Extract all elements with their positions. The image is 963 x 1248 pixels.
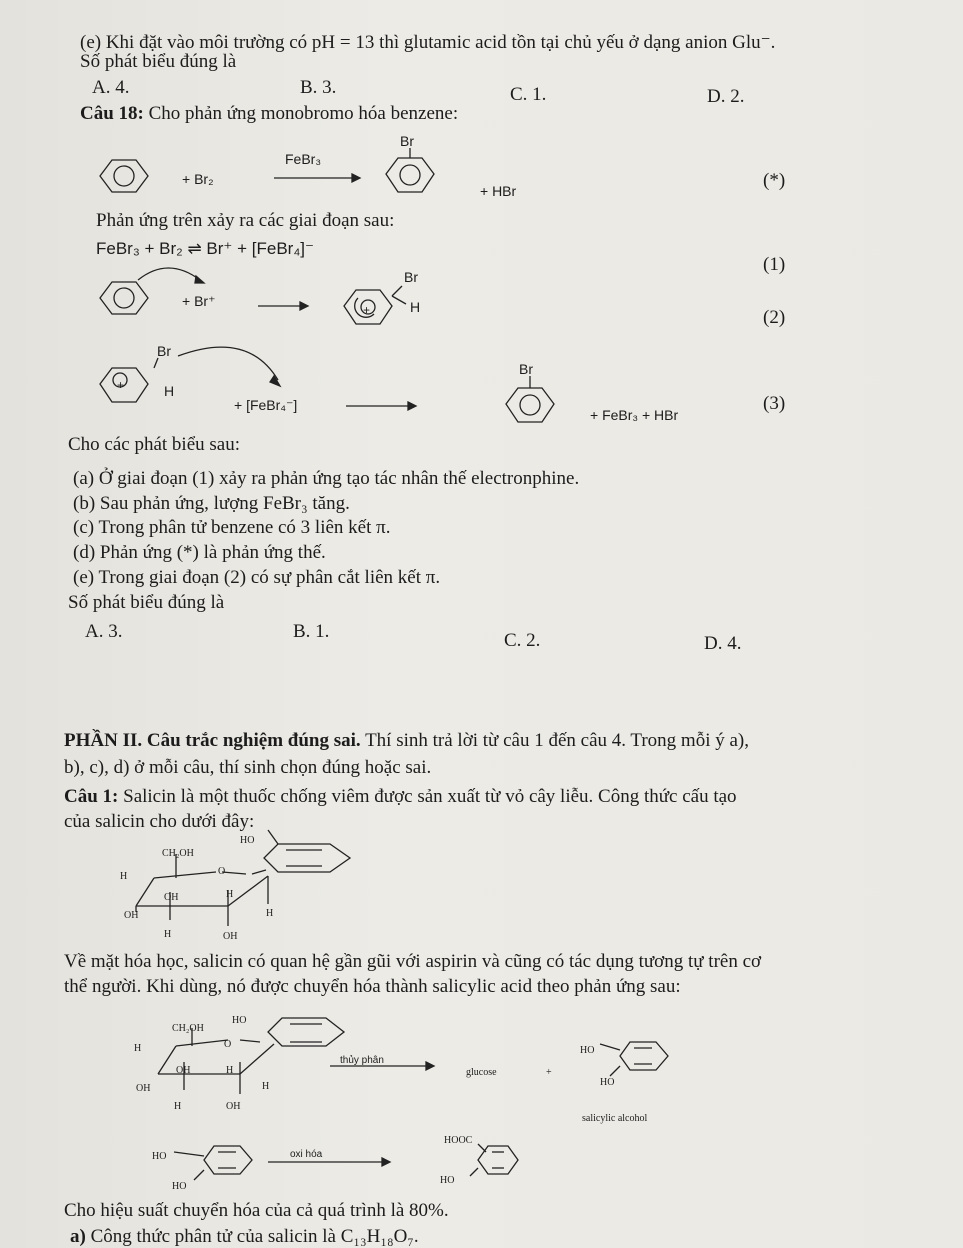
step2-reagent: + Br⁺ (182, 293, 216, 309)
scheme-salicin-oh-2: OH (136, 1083, 151, 1094)
scheme2-ho2: HO (172, 1181, 187, 1192)
step3-arrow (346, 400, 426, 412)
statement-e: (e) Trong giai đoạn (2) có sự phân cắt liên kết π. (73, 567, 441, 588)
q18-prompt: Số phát biểu đúng là (68, 592, 225, 613)
product-br-label: Br (400, 133, 414, 149)
q17-option-c[interactable]: C. 1. (510, 84, 547, 105)
scheme-salicin-h-mid: H (226, 1065, 234, 1076)
scheme-arrow2 (268, 1156, 398, 1168)
step2-br-label: Br (404, 269, 418, 285)
salicin-structure (118, 830, 358, 940)
salicin-ch2oh: CH₂OH (162, 848, 194, 859)
yield-statement: Cho hiệu suất chuyển hóa của cả quá trình là 80%. (64, 1200, 449, 1221)
q18-title-rest: Cho phản ứng monobromo hóa benzene: (143, 103, 459, 124)
salicin-oh-2: OH (124, 910, 139, 921)
step3-h-label: H (164, 383, 175, 399)
scheme2-ho1: HO (152, 1151, 167, 1162)
q18-option-a[interactable]: A. 3. (85, 621, 123, 642)
scheme-salicin-ho: HO (232, 1015, 247, 1026)
reaction-catalyst: FeBr₃ (285, 151, 322, 167)
reaction-byproduct-hbr: + HBr (480, 183, 517, 199)
part2-heading-rest: Thí sinh trả lời từ câu 1 đến câu 4. Trong mỗi ý a), (360, 730, 749, 751)
reaction-arrow (274, 172, 364, 184)
step2-tag: (2) (763, 307, 786, 328)
scheme-glucose: glucose (466, 1067, 497, 1078)
scheme-salicin-ch2oh: CH₂OH (172, 1023, 204, 1034)
paragraph-line2: thể người. Khi dùng, nó được chuyển hóa thành salicylic acid theo phản ứng sau: (64, 976, 681, 997)
salicin-h-mid: H (226, 889, 234, 900)
salicin-oh-3: OH (223, 931, 238, 942)
stages-intro: Phản ứng trên xảy ra các giai đoạn sau: (96, 210, 395, 231)
part2-heading-bold: PHẦN II. Câu trắc nghiệm đúng sai. (64, 730, 361, 751)
salicylic-acid-structure (456, 1136, 526, 1186)
q18-option-d[interactable]: D. 4. (704, 633, 742, 654)
salicin-h-left: H (120, 871, 128, 882)
item-a-text: Công thức phân tử của salicin là C₁₃H₁₈O₇. (85, 1226, 419, 1247)
step3-tag: (3) (763, 393, 786, 414)
q1-stem (64, 786, 737, 808)
statement-a: (a) Ở giai đoạn (1) xảy ra phản ứng tạo tác nhân thế electronphine. (73, 468, 580, 489)
salicin-oh-1: OH (164, 892, 179, 903)
item-a (70, 1226, 419, 1248)
step3-arenium-ion (98, 340, 338, 420)
scheme-salicin-h-right: H (262, 1081, 270, 1092)
step1-tag: (1) (763, 254, 786, 275)
q18-title: Câu 18: (80, 103, 144, 124)
q1-line2: của salicin cho dưới đây: (64, 811, 255, 832)
salicylic-alcohol-label: salicylic alcohol (582, 1113, 648, 1124)
salicylic-alcohol-ho2: HO (600, 1077, 615, 1088)
step3-product-br-label: Br (519, 361, 533, 377)
statement-c: (c) Trong phân tử benzene có 3 liên kết π. (73, 517, 391, 538)
salicin-h-bottom: H (164, 929, 172, 940)
step3-reagent: + [FeBr₄⁻] (234, 397, 298, 413)
step2-arenium-ion (344, 284, 414, 340)
q17-option-a[interactable]: A. 4. (92, 77, 130, 98)
scheme-salicin-h-left: H (134, 1043, 142, 1054)
salicylic-alcohol-ho1: HO (580, 1045, 595, 1056)
step3-br-label: Br (157, 343, 171, 359)
step2-charge: + (363, 303, 371, 317)
q18-option-c[interactable]: C. 2. (504, 630, 541, 651)
statement-b: (b) Sau phản ứng, lượng FeBr₃ tăng. (73, 493, 350, 514)
q17-option-b[interactable]: B. 3. (300, 77, 337, 98)
scheme-arrow1-label: thủy phân (340, 1055, 384, 1066)
q18-option-b[interactable]: B. 1. (293, 621, 330, 642)
scheme-salicin-oh-1: OH (176, 1065, 191, 1076)
q1-title: Câu 1: (64, 786, 119, 807)
statement-d: (d) Phản ứng (*) là phản ứng thế. (73, 542, 326, 563)
q1-line1: Salicin là một thuốc chống viêm được sản xuất từ vỏ cây liễu. Công thức cấu tạo (118, 786, 737, 807)
salicylic-acid-hooc: HOOC (444, 1135, 473, 1146)
q17-option-d[interactable]: D. 2. (707, 86, 745, 107)
salicylic-acid-ho: HO (440, 1175, 455, 1186)
scheme-arrow2-label: oxi hóa (290, 1149, 323, 1160)
step3-bromobenzene (504, 376, 564, 440)
step2-arrow (258, 300, 318, 312)
scheme-arrow1 (330, 1060, 440, 1072)
step3-charge: + (117, 378, 125, 392)
scheme-salicin-h-bottom: H (174, 1101, 182, 1112)
step2-h-label: H (410, 299, 421, 315)
salicin-o-ring: O (218, 866, 226, 877)
statements-intro: Cho các phát biểu sau: (68, 434, 241, 455)
reaction-reagent-br2: + Br₂ (182, 171, 214, 187)
paragraph-line1: Về mặt hóa học, salicin có quan hệ gần gũi với aspirin và cũng có tác dụng tương tự trên cơ (64, 951, 762, 972)
step1-equation: FeBr₃ + Br₂ ⇌ Br⁺ + [FeBr₄]⁻ (96, 239, 314, 258)
item-a-label: a) (70, 1226, 86, 1247)
benzene-ring-reactant (98, 158, 158, 198)
part2-heading (64, 730, 749, 752)
salicin-ho: HO (240, 835, 255, 846)
step3-products: + FeBr₃ + HBr (590, 407, 679, 423)
q18-stem (80, 103, 458, 125)
salicin-h-right: H (266, 908, 274, 919)
bromobenzene-product (384, 148, 444, 208)
scheme-salicin-o: O (224, 1039, 232, 1050)
q17-item-e: (e) Khi đặt vào môi trường có pH = 13 thì glutamic acid tồn tại chủ yếu ở dạng anion Glu⁻. (80, 32, 776, 53)
part2-heading-line2: b), c), d) ở mỗi câu, thí sinh chọn đúng hoặc sai. (64, 757, 432, 778)
q17-prompt: Số phát biểu đúng là (80, 51, 237, 72)
scheme-plus: + (546, 1067, 552, 1078)
scheme-salicin-oh-3: OH (226, 1101, 241, 1112)
reaction-tag-star: (*) (763, 170, 786, 191)
